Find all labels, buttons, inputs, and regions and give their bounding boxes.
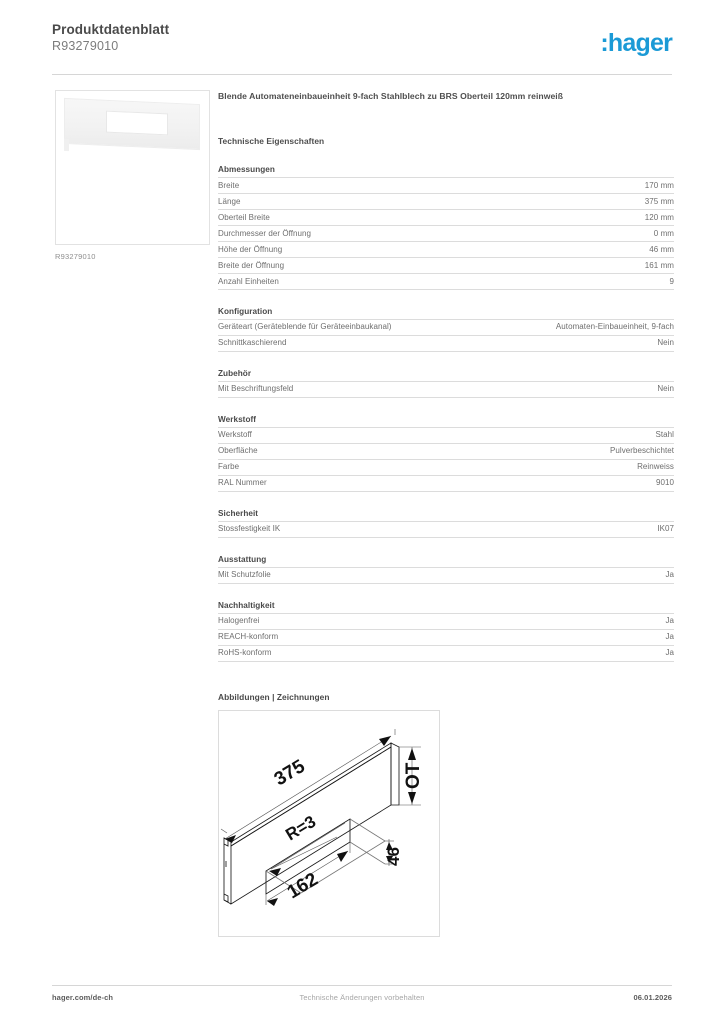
spec-value: Reinweiss	[637, 462, 674, 472]
spec-group	[218, 307, 674, 352]
spec-label: Halogenfrei	[218, 616, 260, 626]
table-row	[218, 257, 674, 273]
technical-drawing	[218, 710, 440, 937]
spec-label: RAL Nummer	[218, 478, 267, 488]
spec-group	[218, 369, 674, 398]
table-row	[218, 241, 674, 257]
spec-group-title: Nachhaltigkeit	[218, 600, 275, 610]
spec-value: Ja	[665, 632, 674, 642]
spec-label: Oberteil Breite	[218, 212, 270, 222]
spec-group	[218, 165, 674, 290]
spec-label: Breite	[218, 180, 240, 190]
spec-value: 170 mm	[644, 180, 674, 190]
spec-group-title: Ausstattung	[218, 554, 267, 564]
opening-projection-top	[350, 819, 385, 841]
table-row	[218, 427, 674, 443]
table-row	[218, 319, 674, 335]
spec-label: Geräteart (Geräteblende für Geräteeinbaukanal)	[218, 322, 392, 332]
product-reference: R93279010	[52, 39, 119, 53]
hager-logo: :hager	[600, 29, 672, 57]
technical-properties-title: Technische Eigenschaften	[218, 136, 325, 146]
table-row	[218, 193, 674, 209]
spec-value: 161 mm	[644, 260, 674, 270]
dimOT-arrow-top	[408, 748, 416, 760]
table-row	[218, 567, 674, 583]
page-header	[52, 22, 672, 74]
spec-value: Ja	[665, 648, 674, 658]
spec-groups	[218, 165, 674, 662]
product-figure	[55, 90, 210, 261]
page-footer	[52, 993, 672, 1007]
dim-opening-height-label: 46	[384, 846, 403, 866]
footer-disclaimer: Technische Änderungen vorbehalten	[299, 993, 425, 1002]
product-image	[55, 90, 210, 245]
spec-value: 120 mm	[644, 212, 674, 222]
spec-group-title: Sicherheit	[218, 508, 259, 518]
table-row	[218, 178, 674, 194]
spec-label: Länge	[218, 196, 241, 206]
spec-group-title: Abmessungen	[218, 165, 275, 174]
spec-table	[218, 319, 674, 352]
footer-divider	[52, 985, 672, 986]
spec-label: Durchmesser der Öffnung	[218, 228, 312, 238]
dimOT-arrow-bottom	[408, 792, 416, 804]
spec-label: Werkstoff	[218, 430, 252, 440]
table-row	[218, 335, 674, 351]
panel-cutout	[106, 111, 168, 136]
footer-website-link[interactable]: hager.com/de-ch	[52, 993, 114, 1002]
header-divider	[52, 74, 672, 75]
spec-label: Mit Beschriftungsfeld	[218, 384, 294, 394]
panel-illustration	[64, 101, 200, 151]
spec-group-title: Konfiguration	[218, 306, 273, 316]
technical-drawing-svg	[219, 711, 439, 936]
spec-table	[218, 567, 674, 584]
opening-projection-bottom	[350, 842, 385, 864]
dim-oberteil-label: OT	[403, 762, 424, 789]
spec-table	[218, 613, 674, 662]
spec-value: 9	[669, 276, 674, 286]
main-content	[218, 90, 674, 937]
spec-label: Oberfläche	[218, 446, 258, 456]
spec-label: RoHS-konform	[218, 648, 272, 658]
spec-group	[218, 415, 674, 492]
table-row	[218, 613, 674, 629]
spec-table	[218, 521, 674, 538]
footer-date: 06.01.2026	[633, 993, 672, 1002]
table-row	[218, 459, 674, 475]
spec-value: Nein	[657, 338, 674, 348]
spec-label: Anzahl Einheiten	[218, 276, 279, 286]
spec-label: Höhe der Öffnung	[218, 244, 283, 254]
dim375-arrow-left	[225, 835, 236, 843]
page-title: Produktdatenblatt	[52, 22, 170, 37]
spec-group-title: Zubehör	[218, 368, 252, 378]
spec-value: Ja	[665, 570, 674, 580]
spec-value: Nein	[657, 384, 674, 394]
dim162-arrow-left	[267, 898, 278, 906]
table-row	[218, 273, 674, 289]
dim-radius-label: R=3	[282, 811, 320, 845]
spec-value: Stahl	[655, 430, 674, 440]
spec-label: Farbe	[218, 462, 240, 472]
table-row	[218, 225, 674, 241]
spec-label: REACH-konform	[218, 632, 279, 642]
panel-right-end	[391, 743, 399, 805]
panel-lip	[64, 139, 69, 151]
spec-table	[218, 177, 674, 290]
spec-label: Schnittkaschierend	[218, 338, 287, 348]
dim-length-label: 375	[270, 755, 309, 790]
spec-value: 46 mm	[649, 244, 674, 254]
spec-value: 375 mm	[644, 196, 674, 206]
table-row	[218, 645, 674, 661]
spec-table	[218, 381, 674, 398]
drawings-title: Abbildungen | Zeichnungen	[218, 691, 330, 702]
dim-opening-width-label: 162	[283, 868, 322, 903]
table-row	[218, 209, 674, 225]
dim375-ext-left	[221, 829, 227, 833]
dimR3-arrow	[269, 868, 281, 876]
spec-group-title: Werkstoff	[218, 414, 257, 424]
product-headline: Blende Automateneinbaueinheit 9-fach Stahlblech zu BRS Oberteil 120mm reinweiß	[218, 91, 564, 101]
spec-group	[218, 601, 674, 662]
table-row	[218, 443, 674, 459]
table-row	[218, 521, 674, 537]
spec-group	[218, 509, 674, 538]
table-row	[218, 629, 674, 645]
table-row	[218, 475, 674, 491]
spec-group	[218, 555, 674, 584]
table-row	[218, 381, 674, 397]
spec-value: Pulverbeschichtet	[610, 446, 674, 456]
spec-value: Automaten-Einbaueinheit, 9-fach	[555, 322, 674, 332]
spec-label: Mit Schutzfolie	[218, 570, 271, 580]
spec-table	[218, 427, 674, 492]
spec-value: 9010	[656, 478, 674, 488]
dim162-arrow-right	[337, 851, 348, 862]
spec-label: Breite der Öffnung	[218, 260, 285, 270]
spec-value: 0 mm	[653, 228, 674, 238]
spec-value: Ja	[665, 616, 674, 626]
product-image-caption: R93279010	[55, 252, 96, 261]
spec-label: Stossfestigkeit IK	[218, 524, 281, 534]
spec-value: IK07	[657, 524, 674, 534]
